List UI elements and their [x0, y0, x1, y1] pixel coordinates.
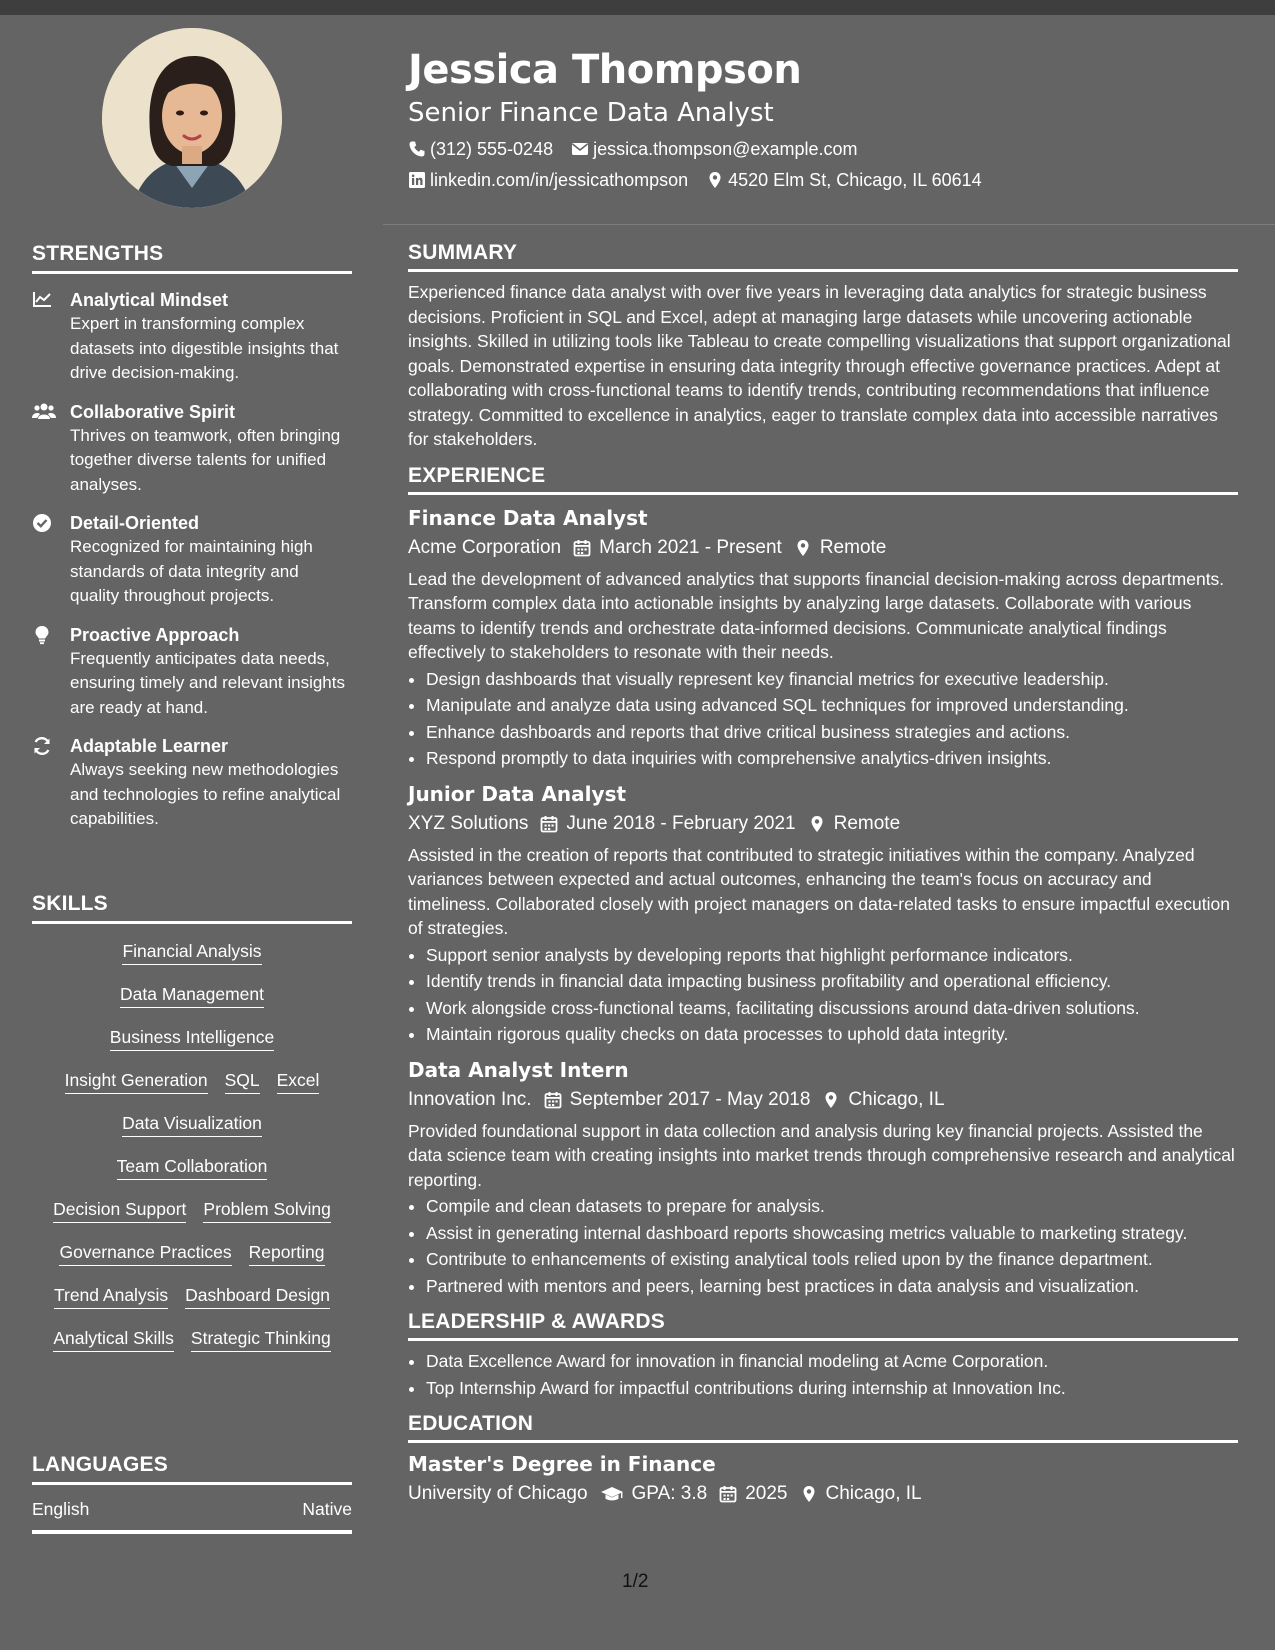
skill-tag: Business Intelligence [110, 1026, 274, 1051]
job-meta [408, 533, 1238, 563]
map-pin-icon [808, 815, 826, 833]
degree-title: Master's Degree in Finance [408, 1452, 716, 1476]
job-company: Innovation Inc. [408, 1088, 532, 1110]
skill-tag: SQL [225, 1069, 260, 1094]
job-company: XYZ Solutions [408, 812, 529, 834]
strength-item [32, 623, 352, 721]
bullet-item: • Maintain rigorous quality checks on data processes to uphold data integrity. [426, 1022, 1238, 1047]
bullet-item: • Compile and clean datasets to prepare for analysis. [426, 1194, 1238, 1219]
map-pin-icon [794, 539, 812, 557]
bullet-item: • Manipulate and analyze data using advanced SQL techniques for improved understanding. [426, 693, 1238, 718]
strength-title: Adaptable Learner [70, 736, 229, 756]
skill-row [32, 940, 352, 965]
skill-row [32, 1284, 352, 1309]
job-dates: September 2017 - May 2018 [569, 1088, 811, 1110]
skill-row [32, 1026, 352, 1051]
bullet-item: • Contribute to enhancements of existing analytical tools relied upon by the finance department. [426, 1247, 1238, 1272]
map-pin-icon [822, 1091, 840, 1109]
school-name: University of Chicago [408, 1483, 588, 1504]
strength-title: Proactive Approach [70, 624, 240, 645]
skill-tag: Analytical Skills [53, 1327, 174, 1352]
strength-item [32, 400, 352, 498]
job-company: Acme Corporation [408, 536, 562, 558]
summary-heading: SUMMARY [408, 241, 1238, 272]
job-description: Lead the development of advanced analytics that supports financial decision-making across departments. Transform complex data into actionable insights by analyzing large datasets. Collaborate with various teams to identify trends and orchestrate data-informed decisions. Communicate analytical findings effectively to stakeholders to resonate with their needs. [408, 568, 1225, 662]
top-bar [0, 0, 1275, 15]
job-bullets [408, 943, 1238, 1047]
job-title: Data Analyst Intern [408, 1057, 629, 1082]
phone-contact[interactable] [408, 137, 553, 161]
skill-tag: Governance Practices [59, 1241, 231, 1266]
strengths-heading: STRENGTHS [32, 242, 352, 274]
strength-title: Detail-Oriented [70, 513, 200, 533]
skill-tag: Insight Generation [65, 1069, 208, 1094]
skill-tag: Trend Analysis [54, 1284, 168, 1309]
education-meta [408, 1479, 1238, 1509]
users-icon [32, 402, 54, 422]
language-name: English [32, 1499, 90, 1519]
education-heading: EDUCATION [408, 1412, 1238, 1443]
phone-text: (312) 555-0248 [430, 139, 554, 159]
skill-row [32, 1198, 352, 1223]
skill-tag: Decision Support [53, 1198, 186, 1223]
bullet-item: • Partnered with mentors and peers, learning best practices in data analysis and visualization. [426, 1274, 1238, 1299]
awards-section [408, 1310, 1238, 1400]
job-dates: June 2018 - February 2021 [566, 812, 796, 834]
candidate-name: Jessica Thompson [408, 47, 802, 93]
strength-item [32, 288, 352, 386]
address-contact [706, 168, 982, 192]
summary-text: Experienced finance data analyst with over five years in leveraging data analytics for strategic business decisions. Proficient in SQL and Excel, adept at managing large datasets while uncovering actionable insights. Skilled in utilizing tools like Tableau to create compelling visualizations that support organizational goals. Demonstrated expertise in ensuring data integrity through effective governance practices. Adept at collaborating with cross-functional teams to identify trends, contributing recommendations that influence strategy. Committed to excellence in analytics, eager to translate complex data into accessible narratives for stakeholders. [408, 282, 1231, 449]
award-item: • Top Internship Award for impactful contributions during internship at Innovation Inc. [426, 1376, 1238, 1401]
skill-tag: Dashboard Design [185, 1284, 330, 1309]
skill-row [32, 1155, 352, 1180]
strength-desc: Recognized for maintaining high standards of data integrity and quality throughout projects. [70, 537, 313, 605]
phone-icon [408, 140, 426, 158]
strength-title: Analytical Mindset [70, 290, 229, 310]
skill-tag: Problem Solving [203, 1198, 330, 1223]
email-contact[interactable] [571, 137, 857, 161]
graduation-year: 2025 [745, 1483, 788, 1504]
email-text: jessica.thompson@example.com [593, 139, 858, 159]
envelope-icon [571, 140, 589, 158]
bullet-item: • Assist in generating internal dashboard reports showcasing metrics valuable to marketing strategy. [426, 1221, 1238, 1246]
strength-title: Collaborative Spirit [70, 401, 236, 422]
experience-heading: EXPERIENCE [408, 464, 1238, 495]
award-item: • Data Excellence Award for innovation in financial modeling at Acme Corporation. [426, 1349, 1238, 1374]
skill-tag: Data Visualization [122, 1112, 262, 1137]
map-pin-icon [706, 171, 724, 189]
bullet-item: • Support senior analysts by developing reports that highlight performance indicators. [426, 943, 1238, 968]
job-title: Junior Data Analyst [408, 781, 627, 806]
calendar-icon [544, 1091, 562, 1109]
skill-tag: Financial Analysis [122, 940, 261, 965]
linkedin-contact[interactable] [408, 168, 688, 192]
skill-row [32, 1327, 352, 1352]
job-entry [408, 1055, 1238, 1299]
skill-tag: Excel [277, 1069, 320, 1094]
education-section [408, 1412, 1238, 1509]
job-bullets [408, 667, 1238, 771]
job-bullets [408, 1194, 1238, 1298]
resume-header [408, 40, 1238, 192]
job-location: Remote [819, 536, 887, 558]
job-dates: March 2021 - Present [599, 536, 782, 558]
awards-heading: LEADERSHIP & AWARDS [408, 1310, 1238, 1341]
strength-desc: Always seeking new methodologies and technologies to refine analytical capabilities. [70, 760, 341, 828]
calendar-icon [540, 815, 558, 833]
bullet-item: • Identify trends in financial data impacting business profitability and operational efficiency. [426, 969, 1238, 994]
job-entry [408, 503, 1238, 771]
bullet-item: • Work alongside cross-functional teams, facilitating discussions around data-driven solutions. [426, 996, 1238, 1021]
skill-row [32, 1069, 352, 1094]
job-meta [408, 1085, 1238, 1115]
strengths-section [32, 242, 352, 832]
header-divider [383, 224, 1275, 225]
candidate-role: Senior Finance Data Analyst [408, 98, 774, 128]
map-pin-icon [800, 1485, 818, 1503]
skill-tag: Data Management [120, 983, 264, 1008]
skill-tag: Team Collaboration [117, 1155, 268, 1180]
skills-heading: SKILLS [32, 892, 352, 924]
languages-section [32, 1453, 352, 1534]
bullet-item: • Enhance dashboards and reports that drive critical business strategies and actions. [426, 720, 1238, 745]
experience-section [408, 464, 1238, 1299]
job-location: Chicago, IL [848, 1088, 945, 1110]
skill-tag: Reporting [249, 1241, 325, 1266]
education-location: Chicago, IL [825, 1483, 922, 1504]
bullet-item: • Respond promptly to data inquiries with comprehensive analytics-driven insights. [426, 746, 1238, 771]
awards-list [408, 1349, 1238, 1400]
calendar-icon [573, 539, 591, 557]
summary-section [408, 241, 1238, 452]
chart-line-icon [32, 290, 54, 310]
page-number: 1/2 [622, 1571, 649, 1592]
gpa-text: GPA: 3.8 [631, 1483, 708, 1504]
language-level: Native [302, 1499, 352, 1519]
strength-item [32, 511, 352, 609]
lightbulb-icon [32, 625, 54, 645]
linkedin-icon [408, 171, 426, 189]
graduation-cap-icon [600, 1485, 624, 1503]
calendar-icon [719, 1485, 737, 1503]
job-description: Provided foundational support in data collection and analysis during key financial projects. Assisted the data science team with creating insights into market trends through comprehensive research and analytical reporting. [408, 1120, 1235, 1190]
skill-tag: Strategic Thinking [191, 1327, 331, 1352]
strength-desc: Expert in transforming complex datasets into digestible insights that drive decision-making. [70, 314, 339, 382]
profile-photo [102, 28, 282, 208]
contact-line [408, 137, 1238, 161]
contact-line [408, 168, 1238, 192]
strength-desc: Thrives on teamwork, often bringing together diverse talents for unified analyses. [70, 425, 341, 494]
job-meta [408, 809, 1238, 839]
strength-desc: Frequently anticipates data needs, ensuring timely and relevant insights are ready at hand. [70, 648, 345, 717]
skill-row [32, 983, 352, 1008]
check-circle-icon [32, 513, 54, 533]
skills-section [32, 892, 352, 1352]
languages-heading: LANGUAGES [32, 1453, 352, 1485]
skill-row [32, 1112, 352, 1137]
sync-icon [32, 736, 54, 756]
job-title: Finance Data Analyst [408, 505, 648, 530]
address-text: 4520 Elm St, Chicago, IL 60614 [728, 170, 982, 190]
language-row [32, 1499, 352, 1534]
job-entry [408, 779, 1238, 1047]
job-description: Assisted in the creation of reports that contributed to strategic initiatives within the company. Analyzed variances between expected and actual outcomes, enhancing the team's focus on accuracy and timeliness. Collaborated closely with project managers on data-related tasks to ensure impactful execution of strategies. [408, 844, 1230, 938]
right-column [408, 241, 1238, 1509]
linkedin-text: linkedin.com/in/jessicathompson [430, 170, 689, 190]
skill-row [32, 1241, 352, 1266]
job-location: Remote [833, 812, 901, 834]
strength-item [32, 734, 352, 832]
bullet-item: • Design dashboards that visually represent key financial metrics for executive leadership. [426, 667, 1238, 692]
